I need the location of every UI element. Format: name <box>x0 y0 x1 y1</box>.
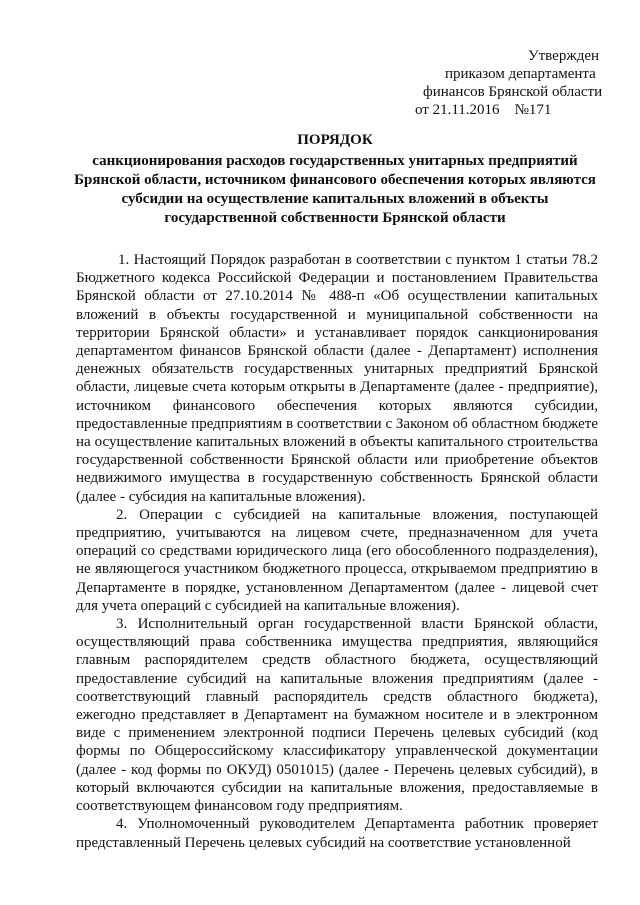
paragraph-3: 3. Исполнительный орган государственной власти Брянской области, осуществляющий права собственника имущества предприятия, являющийся главным распорядителем средств областного бюджета, осуществляющий предоставление субсидий на капитальные вложения предприятиям (далее - соответствующий главный распорядитель средств областного бюджета), ежегодно представляет в Департамент на бумажном носителе и в электронном виде с применением электронной подписи Перечень целевых субсидий (код формы по Общероссийскому классификатору управленческой документации (далее - код формы по ОКУД) 0501015) (далее - Перечень целевых субсидий), в который включаются субсидии на капитальные вложения, предоставляемые в соответствующем финансовом году предприятиям. <box>76 616 598 815</box>
paragraph-1: 1. Настоящий Порядок разработан в соответствии с пунктом 1 статьи 78.2 Бюджетного кодекса Российской Федерации и постановлением Правительства Брянской области от 27.10.2014 № 488-п «Об осуществлении капитальных вложений в объекты государственной и муниципальной собственности на территории Брянской области» и устанавливает порядок санкционирования департаментом финансов Брянской области (далее - Департамент) исполнения денежных обязательств государственных унитарных предприятий Брянской области, лицевые счета которым открыты в Департаменте (далее - предприятие), источником финансового обеспечения которых являются субсидии, предоставленные предприятиям в соответствии с Законом об областном бюджете на осуществление капитальных вложений в объекты капитального строительства государственной собственности Брянской области или приобретение объектов недвижимого имущества в государственную собственность Брянской области (далее - субсидия на капитальные вложения). <box>76 252 598 505</box>
paragraph-2: 2. Операции с субсидией на капитальные вложения, поступающей предприятию, учитываются на лицевом счете, предназначенном для учета операций со средствами юридического лица (его обособленного подразделения), не являющегося участником бюджетного процесса, открываемом предприятию в Департаменте в порядке, установленном Департаментом (далее - лицевой счет для учета операций с субсидией на капитальные вложения). <box>76 506 598 614</box>
approval-order-number: №171 <box>514 102 552 118</box>
approval-line-approved: Утвержден <box>528 48 600 64</box>
approval-date: от 21.11.2016 <box>415 102 500 118</box>
approval-stamp <box>415 47 615 119</box>
approval-line-date-number <box>415 101 615 119</box>
document-heading: ПОРЯДОК <box>297 132 373 148</box>
approval-line-order: приказом департамента <box>445 66 596 82</box>
paragraph-4: 4. Уполномоченный руководителем Департамента работник проверяет представленный Перечень целевых субсидий на соответствие установленной <box>76 816 598 851</box>
document-body <box>76 251 598 852</box>
approval-line-department: финансов Брянской области <box>423 84 603 100</box>
document-subtitle: санкционирования расходов государственных унитарных предприятий Брянской области, источником финансового обеспечения которых являются субсидии на осуществление капитальных вложений в объекты государственной собственности Брянской области <box>74 153 596 226</box>
document-title-block <box>70 131 600 228</box>
